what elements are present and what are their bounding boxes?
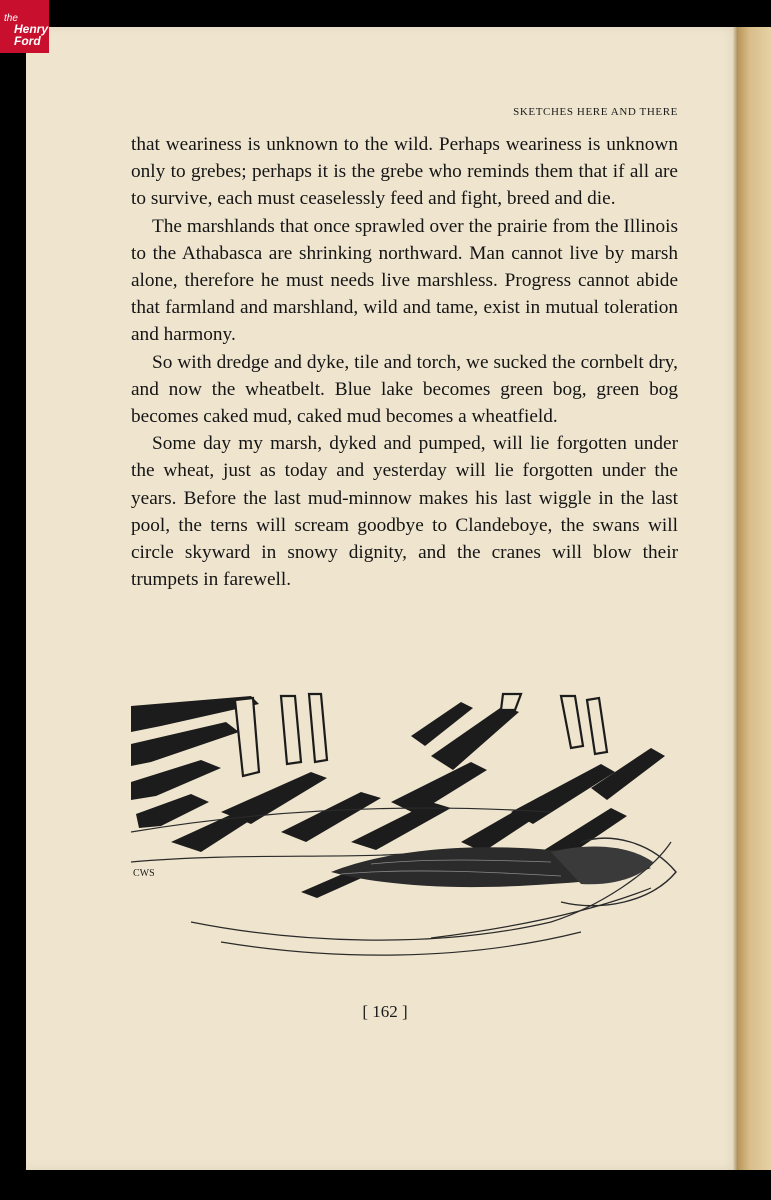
paragraph-4: Some day my marsh, dyked and pumped, will lie forgotten under the wheat, just as today and yesterday will lie forgotten under the years. Before the last mud-minnow makes his last wiggle in the last pool, the terns will scream goodbye to Clandeboye, the swans will circle skyward in snowy dignity, and the cranes will blow their trumpets in farewell. — [131, 433, 678, 591]
henry-ford-logo — [0, 0, 49, 53]
logo-text-henry: Henry — [14, 22, 49, 36]
paragraph-2: The marshlands that once sprawled over the prairie from the Illinois to the Athabasca are shrinking northward. Man cannot live by marsh alone, therefore he must needs live marshless. Progress cannot abide that farmland and marshland, wild and tame, exist in mutual toleration and harmony. — [131, 215, 678, 346]
body-text — [131, 131, 678, 593]
logo-text-the: the — [4, 13, 18, 24]
running-head: SKETCHES HERE AND THERE — [513, 106, 678, 118]
paragraph-3: So with dredge and dyke, tile and torch, we sucked the cornbelt dry, and now the wheatbelt. Blue lake becomes green bog, green bog becomes caked mud, caked mud becomes a wheatfield. — [131, 351, 678, 428]
paragraph-1: that weariness is unknown to the wild. Perhaps weariness is unknown only to grebes; perhaps it is the grebe who reminds them that if all are to survive, each must ceaselessly feed and fight, breed and die. — [131, 134, 678, 210]
grebe-illustration — [131, 692, 681, 972]
page-number: [ 162 ] — [362, 1002, 408, 1021]
artist-signature: CWS — [133, 868, 155, 879]
logo-text-ford: Ford — [14, 34, 41, 48]
next-page-edge — [738, 27, 771, 1170]
swimming-muskrat — [331, 838, 676, 906]
